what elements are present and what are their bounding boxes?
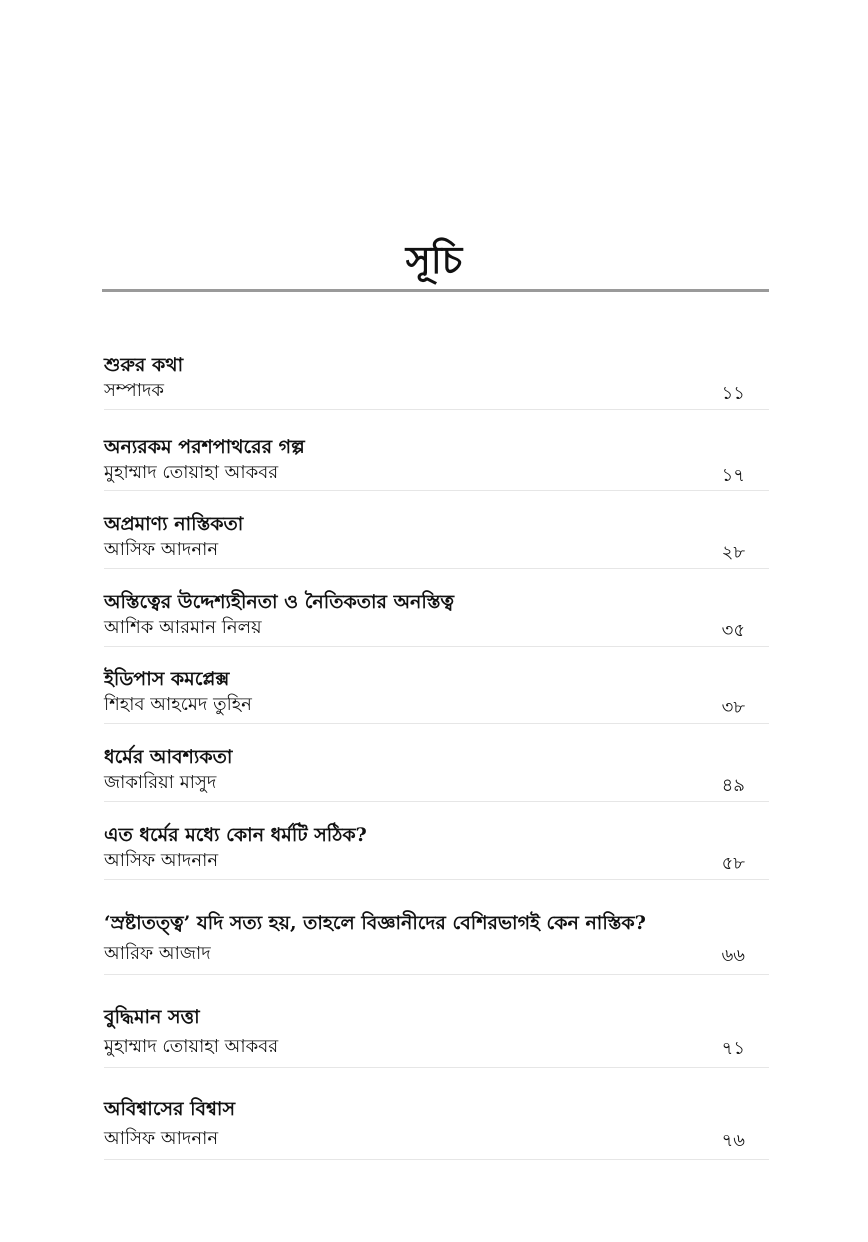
- entry-page-number: ৬৬: [721, 945, 745, 966]
- entry-page-number: ২৮: [721, 542, 745, 563]
- entry-title: বুদ্ধিমান সত্তা: [104, 1006, 200, 1028]
- entry-author: মুহাম্মাদ তোয়াহা আকবর: [104, 1036, 279, 1057]
- entry-author: জাকারিয়া মাসুদ: [104, 772, 217, 793]
- entry-title: অন্যরকম পরশপাথরের গল্প: [104, 436, 305, 458]
- entry-author: শিহাব আহমেদ তুহিন: [104, 694, 252, 715]
- entry-author: সম্পাদক: [104, 380, 165, 401]
- entry-page-number: ৫৮: [721, 853, 745, 874]
- entry-page-number: ৭৬: [721, 1130, 745, 1151]
- entry-title: অবিশ্বাসের বিশ্বাস: [104, 1098, 235, 1120]
- toc-entry-7[interactable]: [104, 822, 769, 880]
- entry-author: আসিফ আদনান: [104, 539, 219, 560]
- entry-page-number: ৪৯: [721, 775, 745, 796]
- toc-entry-2[interactable]: [104, 434, 769, 491]
- entry-page-number: ৩৮: [721, 697, 745, 718]
- toc-entry-8[interactable]: [104, 910, 769, 975]
- entry-title: অস্তিত্বের উদ্দেশ্যহীনতা ও নৈতিকতার অনস্তিত্ব: [104, 591, 455, 613]
- toc-entry-4[interactable]: [104, 589, 769, 647]
- entry-author: আসিফ আদনান: [104, 1128, 219, 1149]
- toc-entry-10[interactable]: [104, 1096, 769, 1160]
- entry-title: ইডিপাস কমপ্লেক্স: [104, 668, 230, 690]
- entry-page-number: ১১: [721, 383, 745, 404]
- toc-entry-3[interactable]: [104, 511, 769, 569]
- entry-author: আসিফ আদনান: [104, 850, 219, 871]
- title-divider: [102, 289, 769, 292]
- entry-title: ধর্মের আবশ্যকতা: [104, 746, 233, 768]
- toc-entry-1[interactable]: [104, 352, 769, 410]
- toc-entry-6[interactable]: [104, 744, 769, 802]
- entry-page-number: ৩৫: [721, 620, 745, 641]
- entry-title: শুরুর কথা: [104, 354, 184, 376]
- entry-title: অপ্রমাণ্য নাস্তিকতা: [104, 513, 244, 535]
- toc-entry-5[interactable]: [104, 666, 769, 724]
- entry-title: এত ধর্মের মধ্যে কোন ধর্মটি সঠিক?: [104, 824, 367, 846]
- entry-author: আরিফ আজাদ: [104, 943, 211, 964]
- entry-author: মুহাম্মাদ তোয়াহা আকবর: [104, 462, 279, 483]
- entry-author: আশিক আরমান নিলয়: [104, 617, 262, 638]
- entry-page-number: ৭১: [721, 1038, 745, 1059]
- toc-entry-9[interactable]: [104, 1004, 769, 1068]
- entry-title: ‘স্রষ্টাতত্ত্ব’ যদি সত্য হয়, তাহলে বিজ্ঞানীদের বেশিরভাগই কেন নাস্তিক?: [104, 912, 646, 934]
- page-title: সূচি: [405, 237, 463, 282]
- entry-page-number: ১৭: [721, 465, 745, 486]
